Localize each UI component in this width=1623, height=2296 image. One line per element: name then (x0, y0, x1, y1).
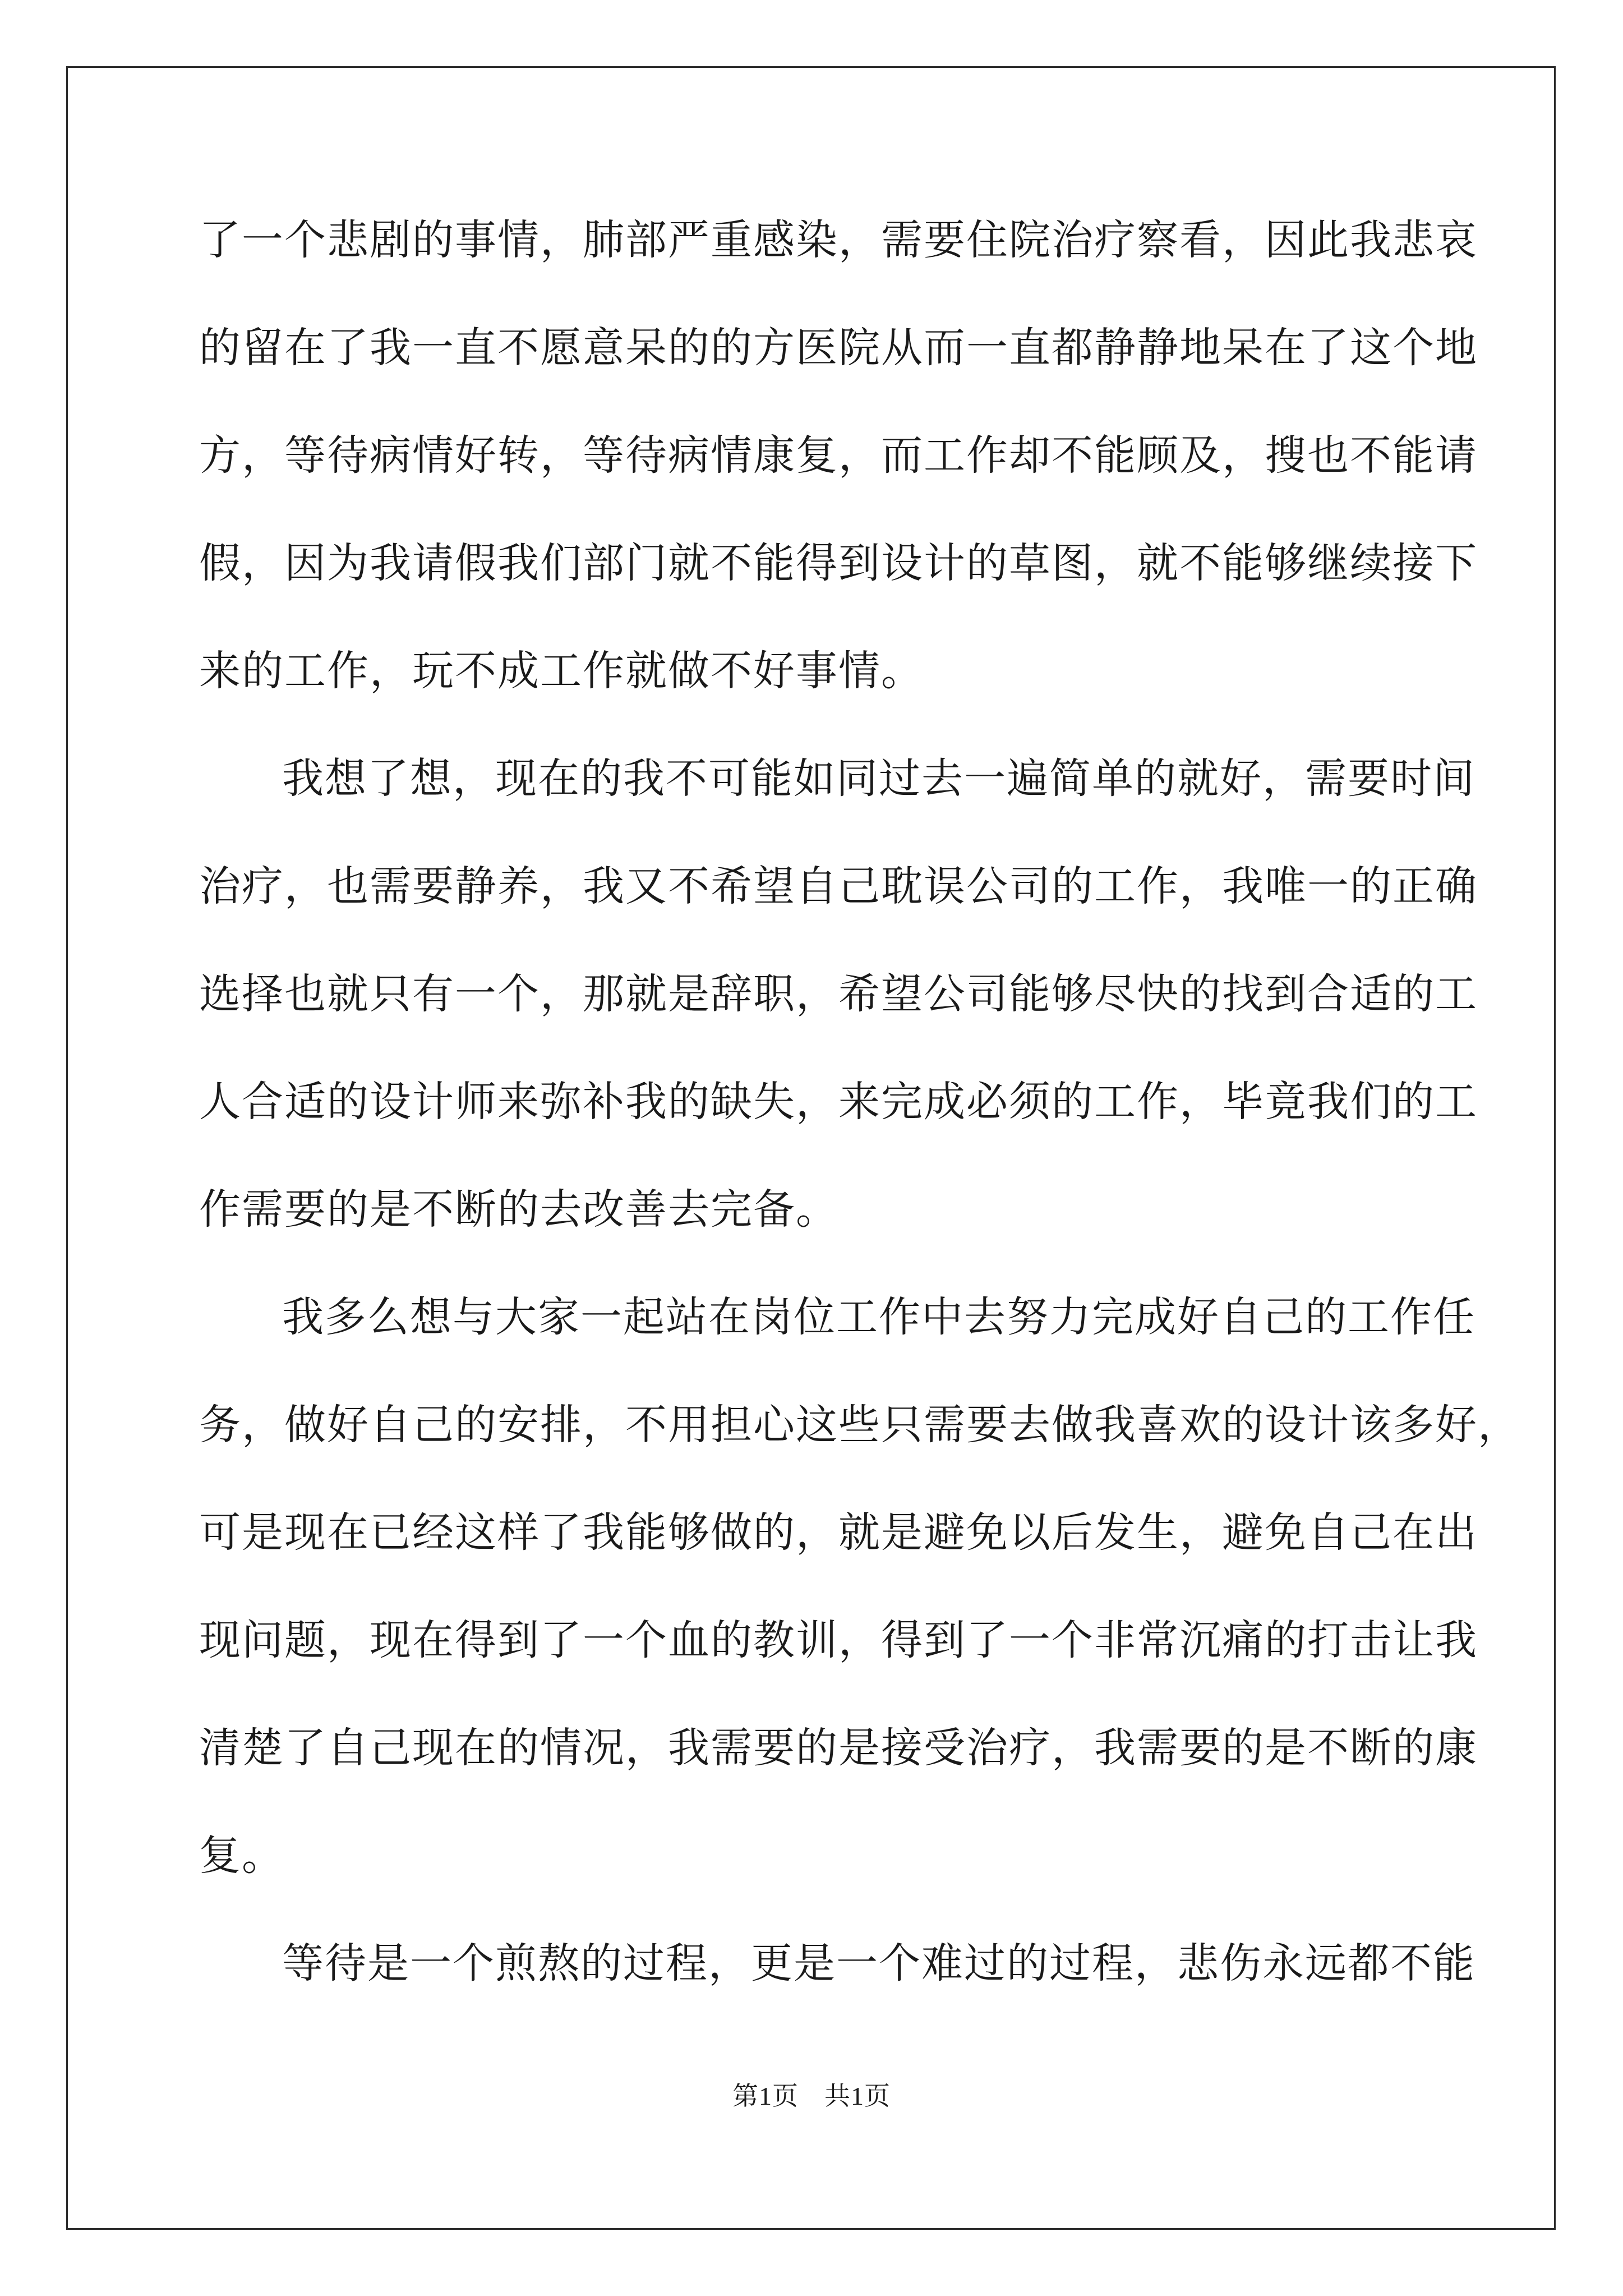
text-line: 我想了想，现在的我不可能如同过去一遍简单的就好，需要时间 (282, 754, 1476, 803)
text-line: 假，因为我请假我们部门就不能得到设计的草图，就不能够继续接下 (199, 539, 1478, 587)
text-line: 治疗，也需要静养，我又不希望自己耽误公司的工作，我唯一的正确 (199, 862, 1478, 910)
text-line: 人合适的设计师来弥补我的缺失，来完成必须的工作，毕竟我们的工 (199, 1078, 1478, 1126)
text-line: 清楚了自己现在的情况，我需要的是接受治疗，我需要的是不断的康 (199, 1724, 1478, 1772)
text-line: 等待是一个煎熬的过程，更是一个难过的过程，悲伤永远都不能 (282, 1939, 1476, 1987)
text-line: 现问题，现在得到了一个血的教训，得到了一个非常沉痛的打击让我 (199, 1616, 1478, 1664)
text-line: 方，等待病情好转，等待病情康复，而工作却不能顾及，搜也不能请 (199, 431, 1478, 480)
text-line: 作需要的是不断的去改善去完备。 (199, 1185, 838, 1234)
document-body (199, 186, 1520, 2017)
text-line: 的留在了我一直不愿意呆的的方医院从而一直都静静地呆在了这个地 (199, 324, 1478, 372)
text-line: 我多么想与大家一起站在岗位工作中去努力完成好自己的工作任 (282, 1293, 1476, 1341)
text-line: 可是现在已经这样了我能够做的，就是避免以后发生，避免自己在出 (199, 1508, 1478, 1557)
text-line: 了一个悲剧的事情，肺部严重感染，需要住院治疗察看，因此我悲哀 (199, 216, 1478, 264)
page-total: 共1页 (824, 2082, 891, 2110)
page-footer (0, 2076, 1623, 2113)
text-line: 务，做好自己的安排，不用担心这些只需要去做我喜欢的设计该多好， (199, 1401, 1520, 1449)
text-line: 选择也就只有一个，那就是辞职，希望公司能够尽快的找到合适的工 (199, 970, 1478, 1018)
text-line: 复。 (199, 1832, 284, 1880)
text-line: 来的工作，玩不成工作就做不好事情。 (199, 647, 924, 695)
page-number: 第1页 (732, 2082, 799, 2110)
